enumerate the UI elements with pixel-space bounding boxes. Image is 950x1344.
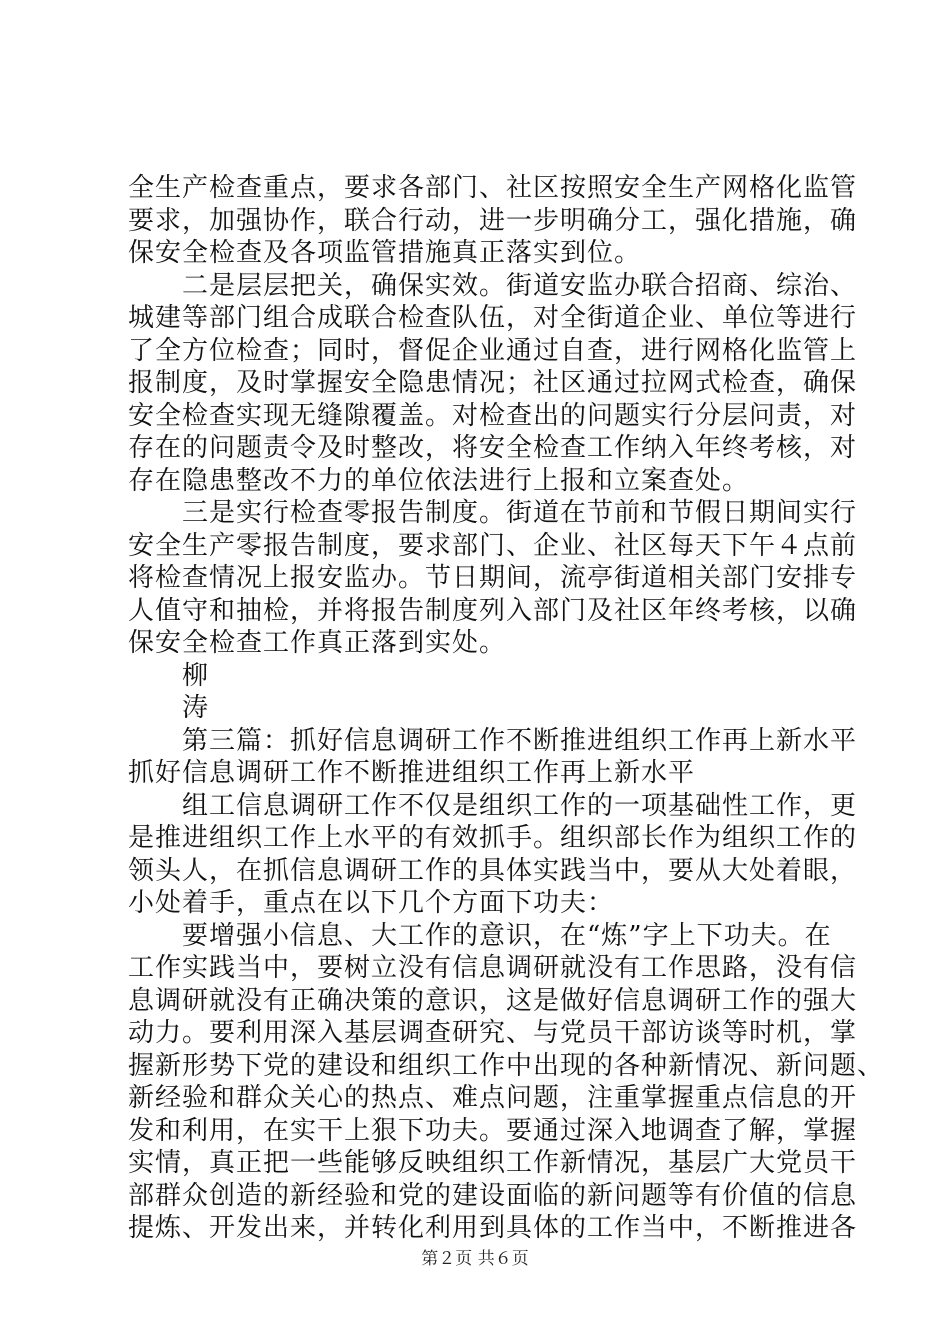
- text-line: 新经验和群众关心的热点、难点问题，注重掌握重点信息的开: [128, 1083, 858, 1113]
- document-body: [128, 172, 885, 1245]
- text-line: 领头人，在抓信息调研工作的具体实践当中，要从大处着眼，: [128, 855, 858, 886]
- text-line: 涛: [182, 693, 210, 723]
- text-line: 实情，真正把一些能够反映组织工作新情况，基层广大党员干: [128, 1148, 858, 1178]
- text-line: 是推进组织工作上水平的有效抓手。组织部长作为组织工作的: [128, 823, 858, 853]
- page-footer: 第２页 共６页: [421, 1249, 529, 1269]
- text-line: 二是层层把关，确保实效。街道安监办联合招商、综治、: [182, 270, 858, 301]
- text-line: 提炼、开发出来，并转化利用到具体的工作当中，不断推进各: [128, 1213, 858, 1243]
- text-line: 报制度，及时掌握安全隐患情况；社区通过拉网式检查，确保: [128, 368, 858, 398]
- text-line: 保安全检查工作真正落到实处。: [128, 628, 507, 658]
- text-line: 存在隐患整改不力的单位依法进行上报和立案查处。: [128, 465, 750, 496]
- text-line: 组工信息调研工作不仅是组织工作的一项基础性工作，更: [182, 790, 858, 821]
- text-line: 保安全检查及各项监管措施真正落实到位。: [128, 238, 642, 268]
- text-line: 要增强小信息、大工作的意识，在“炼”字上下功夫。在: [182, 920, 832, 951]
- text-line: 部群众创造的新经验和党的建设面临的新问题等有价值的信息: [128, 1180, 858, 1211]
- text-line: 发和利用，在实干上狠下功夫。要通过深入地调查了解，掌握: [128, 1115, 858, 1146]
- text-line: 柳: [182, 660, 210, 691]
- text-line: 动力。要利用深入基层调查研究、与党员干部访谈等时机，掌: [128, 1018, 858, 1048]
- text-line: 全生产检查重点，要求各部门、社区按照安全生产网格化监管: [128, 173, 858, 203]
- text-line: 将检查情况上报安监办。节日期间，流亭街道相关部门安排专: [128, 563, 858, 593]
- text-line: 存在的问题责令及时整改，将安全检查工作纳入年终考核，对: [128, 433, 858, 463]
- text-line: 城建等部门组合成联合检查队伍，对全街道企业、单位等进行: [128, 303, 858, 333]
- text-line: 三是实行检查零报告制度。街道在节前和节假日期间实行: [182, 498, 858, 528]
- text-line: 小处着手，重点在以下几个方面下功夫：: [128, 888, 615, 918]
- text-line: 要求，加强协作，联合行动，进一步明确分工，强化措施，确: [128, 205, 858, 236]
- text-line: 抓好信息调研工作不断推进组织工作再上新水平: [128, 758, 696, 788]
- text-line: 人值守和抽检，并将报告制度列入部门及社区年终考核，以确: [128, 595, 858, 626]
- text-line: 握新形势下党的建设和组织工作中出现的各种新情况、新问题、: [128, 1050, 885, 1081]
- text-line: 安全检查实现无缝隙覆盖。对检查出的问题实行分层问责，对: [128, 400, 858, 431]
- text-line: 工作实践当中，要树立没有信息调研就没有工作思路，没有信: [128, 953, 858, 983]
- text-line: 了全方位检查；同时，督促企业通过自查，进行网格化监管上: [128, 335, 858, 366]
- text-line: 安全生产零报告制度，要求部门、企业、社区每天下午４点前: [128, 530, 858, 561]
- text-line: 息调研就没有正确决策的意识，这是做好信息调研工作的强大: [128, 985, 858, 1016]
- text-line: 第三篇：抓好信息调研工作不断推进组织工作再上新水平: [182, 725, 858, 756]
